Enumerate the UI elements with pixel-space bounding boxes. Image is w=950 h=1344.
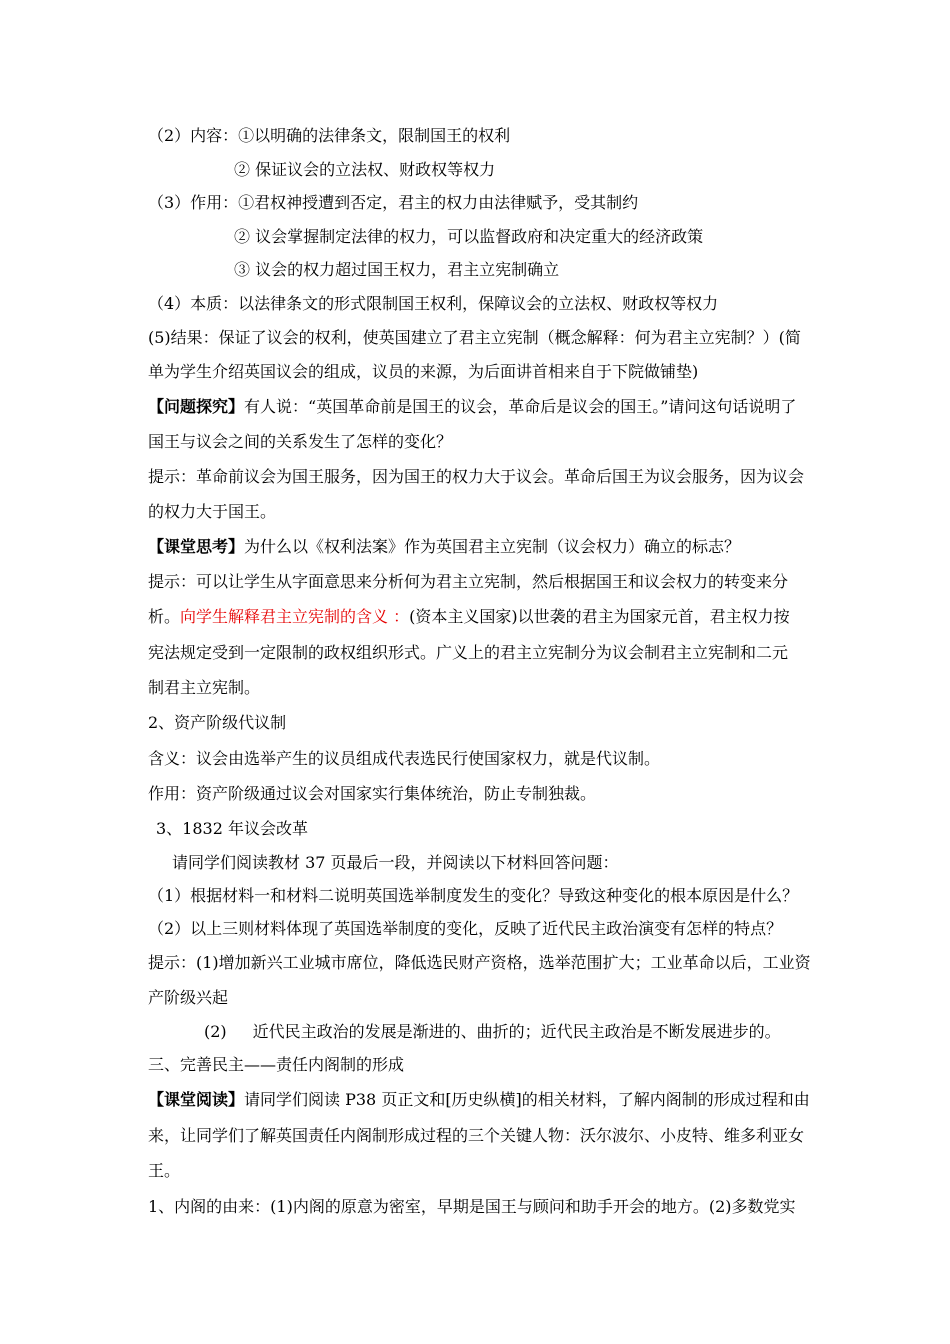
hint-item — [204, 1022, 781, 1042]
effect-line: （3）作用：①君权神授遭到否定，君主的权力由法律赋予，受其制约 — [148, 193, 639, 212]
hint-number: (2) — [204, 1022, 227, 1041]
hint-line: 提示：革命前议会为国王服务，因为国王的权力大于议会。革命后国王为议会服务，因为议会 — [148, 467, 805, 486]
meaning-line: 含义：议会由选举产生的议员组成代表选民行使国家权力，就是代议制。 — [148, 749, 661, 768]
effect-subline: ③ 议会的权力超过国王权力，君主立宪制确立 — [234, 260, 560, 279]
hint-item-text: 近代民主政治的发展是渐进的、曲折的；近代民主政治是不断发展进步的。 — [252, 1022, 781, 1041]
think-paragraph — [148, 537, 740, 557]
content-line: （2）内容：①以明确的法律条文，限制国王的权利 — [148, 126, 511, 145]
definition-line — [148, 607, 790, 627]
question-line: （1）根据材料一和材料二说明英国选举制度发生的变化？导致这种变化的根本原因是什么？ — [148, 886, 799, 905]
definition-text: (资本主义国家)以世袭的君主为国家元首，君主权力按 — [409, 607, 790, 626]
question-line: （2）以上三则材料体现了英国选举制度的变化，反映了近代民主政治演变有怎样的特点？ — [148, 919, 783, 938]
reading-line-cont: 王。 — [148, 1161, 181, 1180]
inquiry-line-cont: 国王与议会之间的关系发生了怎样的变化？ — [148, 432, 453, 451]
reading-heading: 【课堂阅读】 — [148, 1090, 245, 1109]
instruction-line: 请同学们阅读教材 37 页最后一段，并阅读以下材料回答问题： — [172, 853, 619, 872]
definition-line-cont: 制君主立宪制。 — [148, 678, 261, 697]
inquiry-text: 有人说：“英国革命前是国王的议会，革命后是议会的国王。”请问这句话说明了 — [244, 397, 797, 416]
reading-paragraph — [148, 1090, 810, 1110]
section-heading: 三、完善民主——责任内阁制的形成 — [148, 1055, 405, 1074]
hint-line: 提示：(1)增加新兴工业城市席位，降低选民财产资格，选举范围扩大；工业革命以后，工业资 — [148, 953, 811, 972]
essence-line: （4）本质：以法律条文的形式限制国王权利，保障议会的立法权、财政权等权力 — [148, 294, 719, 313]
inquiry-paragraph — [148, 397, 796, 417]
content-subline: ② 保证议会的立法权、财政权等权力 — [234, 160, 496, 179]
section-heading: 2、资产阶级代议制 — [148, 713, 287, 732]
hint-line: 提示：可以让学生从字面意思来分析何为君主立宪制，然后根据国王和议会权力的转变来分 — [148, 572, 789, 591]
function-line: 作用：资产阶级通过议会对国家实行集体统治，防止专制独裁。 — [148, 784, 597, 803]
hint-line-cont: 产阶级兴起 — [148, 988, 229, 1007]
definition-line-cont: 宪法规定受到一定限制的政权组织形式。广义上的君主立宪制分为议会制君主立宪制和二元 — [148, 643, 789, 662]
definition-lead: 析。 — [148, 607, 181, 626]
think-text: 为什么以《权利法案》作为英国君主立宪制（议会权力）确立的标志？ — [244, 537, 741, 556]
result-line-cont: 单为学生介绍英国议会的组成，议员的来源，为后面讲首相来自于下院做铺垫) — [148, 362, 699, 381]
inquiry-heading: 【问题探究】 — [148, 397, 245, 416]
cabinet-origin-line: 1、内阁的由来：(1)内阁的原意为密室，早期是国王与顾问和助手开会的地方。(2)多数党实 — [148, 1197, 796, 1216]
highlight-text: 向学生解释君主立宪制的含义 ： — [180, 607, 410, 626]
reading-line-cont: 来，让同学们了解英国责任内阁制形成过程的三个关键人物：沃尔波尔、小皮特、维多利亚女 — [148, 1126, 805, 1145]
section-heading: 3、1832 年议会改革 — [156, 819, 308, 838]
result-line: (5)结果：保证了议会的权利，使英国建立了君主立宪制（概念解释：何为君主立宪制？）(简 — [148, 328, 801, 347]
reading-text: 请同学们阅读 P38 页正文和[历史纵横]的相关材料，了解内阁制的形成过程和由 — [244, 1090, 810, 1109]
think-heading: 【课堂思考】 — [148, 537, 245, 556]
effect-subline: ② 议会掌握制定法律的权力，可以监督政府和决定重大的经济政策 — [234, 227, 704, 246]
hint-line-cont: 的权力大于国王。 — [148, 502, 277, 521]
